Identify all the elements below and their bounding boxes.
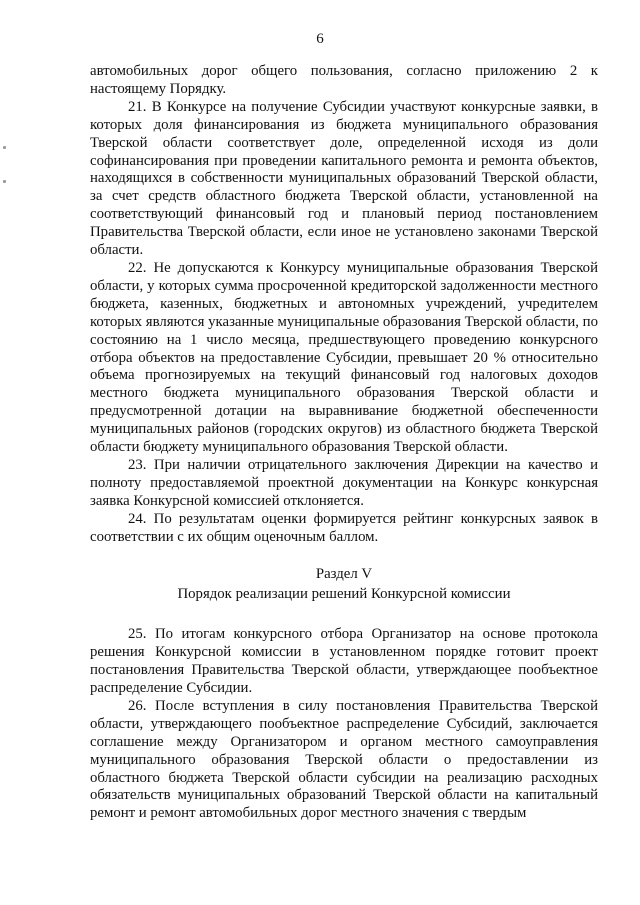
paragraph-21: 21. В Конкурсе на получение Субсидии участвуют конкурсные заявки, в которых доля финансирования из бюджета муниципального образования Тверской области соответствует доле, определенной исходя из доли софинансирования при проведении капитального ремонта и ремонта объектов, находящихся в собственности муниципальных образований Тверской области, за счет средств областного бюджета Тверской области, установленной на соответствующий финансовый год и плановый период постановлением Правительства Тверской области, если иное не установлено законами Тверской области. xyxy=(90,98,598,259)
scan-margin-mark xyxy=(3,146,6,149)
section-subtitle: Порядок реализации решений Конкурсной комиссии xyxy=(177,586,511,603)
page-number: 6 xyxy=(316,31,324,47)
scan-margin-mark xyxy=(3,180,6,183)
document-body xyxy=(90,63,598,823)
paragraph-24: 24. По результатам оценки формируется рейтинг конкурсных заявок в соответствии с их общим оценочным баллом. xyxy=(90,510,598,545)
paragraph-26: 26. После вступления в силу постановления Правительства Тверской области, утверждающего пообъектное распределение Субсидий, заключается соглашение между Организатором и органом местного самоуправления муниципального образования Тверской области о предоставлении из областного бюджета Тверской области субсидии на реализацию расходных обязательств муниципальных образований Тверской области на капитальный ремонт и ремонт автомобильных дорог местного значения с твердым xyxy=(90,697,598,822)
paragraph-25: 25. По итогам конкурсного отбора Организатор на основе протокола решения Конкурсной комиссии в установленном порядке готовит проект постановления Правительства Тверской области, утверждающее пообъектное распределение Субсидии. xyxy=(90,626,598,696)
paragraph-22: 22. Не допускаются к Конкурсу муниципальные образования Тверской области, у которых сумма просроченной кредиторской задолженности местного бюджета, казенных, бюджетных и автономных учреждений, учредителем которых являются указанные муниципальные образования Тверской области, по состоянию на 1 число месяца, предшествующего проведению конкурсного отбора объектов на предоставление Субсидии, превышает 20 % относительно объема прогнозируемых на текущий финансовый год налоговых доходов местного бюджета муниципального образования Тверской области и предусмотренной дотации на выравнивание бюджетной обеспеченности муниципальных районов (городских округов) из областного бюджета Тверской области бюджету муниципального образования Тверской области. xyxy=(90,259,598,456)
paragraph-continuation: автомобильных дорог общего пользования, согласно приложению 2 к настоящему Порядку. xyxy=(90,63,598,97)
section-title: Раздел V xyxy=(315,566,373,583)
paragraph-23: 23. При наличии отрицательного заключения Дирекции на качество и полноту предоставляемой проектной документации на Конкурс конкурсная заявка Конкурсной комиссией отклоняется. xyxy=(90,456,598,509)
